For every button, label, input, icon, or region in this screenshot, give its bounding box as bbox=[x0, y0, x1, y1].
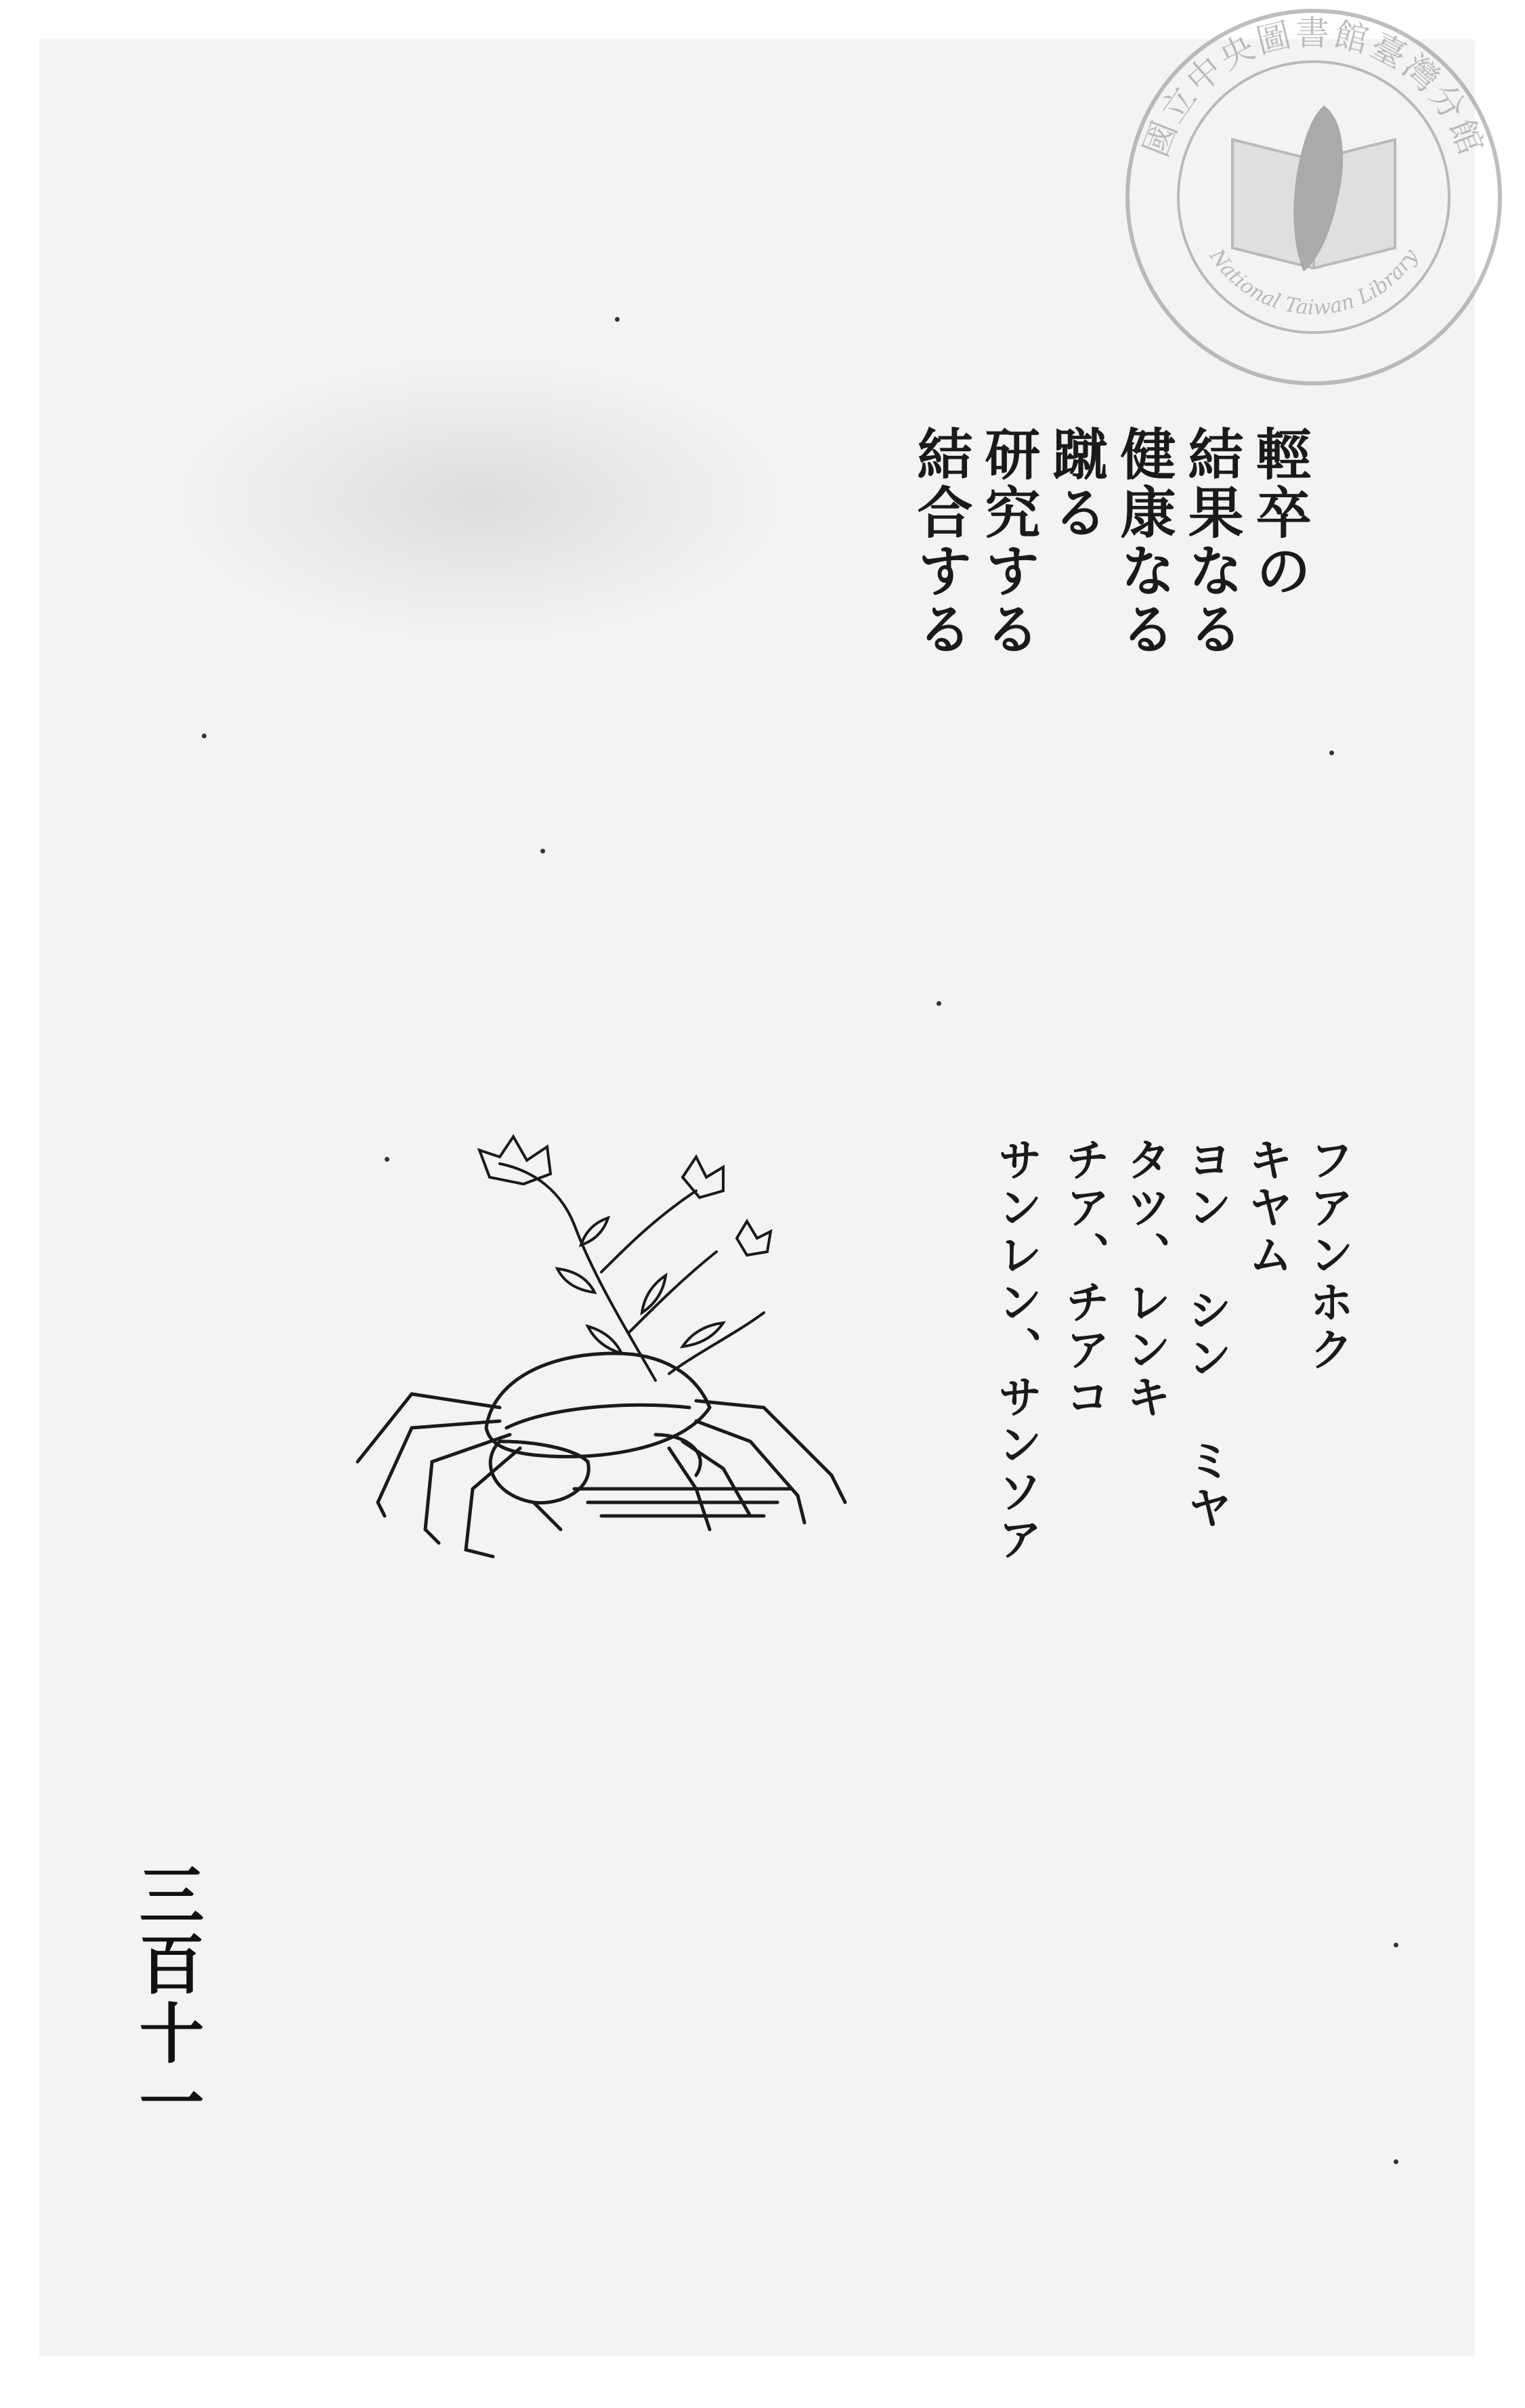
kana-reading: タツ、レンキ bbox=[1119, 1137, 1172, 1421]
library-seal bbox=[1121, 4, 1507, 390]
ink-speck bbox=[1394, 2159, 1398, 2164]
vocab-word: 結合する bbox=[908, 425, 973, 658]
ink-speck bbox=[937, 1001, 941, 1006]
vocab-word: 蹴る bbox=[1044, 425, 1109, 542]
kana-reading: チア、チアコ bbox=[1058, 1137, 1111, 1421]
vocab-word: 研究する bbox=[976, 425, 1041, 658]
vocab-word: 結果なる bbox=[1179, 425, 1244, 658]
ink-speck bbox=[1394, 1943, 1398, 1947]
ink-speck bbox=[540, 849, 545, 853]
ink-speck bbox=[615, 317, 620, 322]
vocab-word: 健康なる bbox=[1111, 425, 1176, 658]
ink-speck bbox=[1329, 751, 1334, 755]
ink-speck bbox=[385, 1157, 389, 1162]
kana-reading: フアンホク bbox=[1302, 1137, 1354, 1374]
kana-reading: キヤム bbox=[1241, 1137, 1293, 1279]
kana-reading: サンレン、サンソア bbox=[990, 1137, 1043, 1563]
page-number: 三百十一 bbox=[129, 1861, 205, 2138]
vocab-word: 輕卒の bbox=[1247, 425, 1312, 600]
seal-ring-text: 國立中央圖書館臺灣分館 bbox=[1136, 14, 1492, 163]
ink-speck bbox=[202, 734, 207, 738]
ink-smudge bbox=[175, 358, 784, 642]
crab-illustration bbox=[276, 1110, 899, 1570]
kana-reading: ヨン シン ミヤ bbox=[1180, 1137, 1232, 1532]
seal-english-text: National Taiwan Library bbox=[1204, 245, 1423, 320]
